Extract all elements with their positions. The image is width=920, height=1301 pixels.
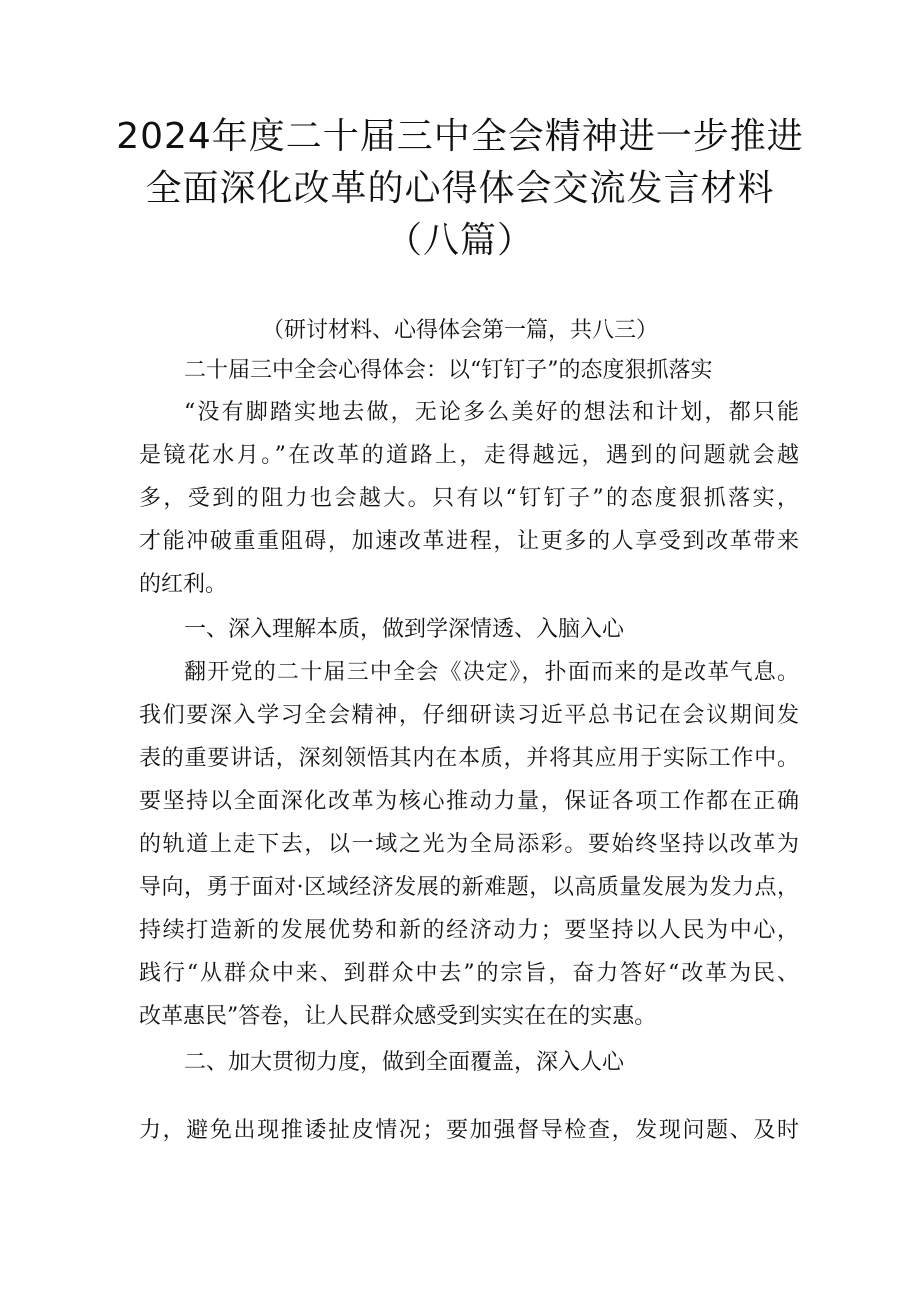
- paragraph-line: 翻开党的二十届三中全会《决定》，扑面而来的是改革气息。: [184, 660, 799, 685]
- document-title-line-1: 2024年度二十届三中全会精神进一步推进: [116, 116, 804, 157]
- section-heading-2: 二、加大贯彻力度，做到全面覆盖，深入人心: [184, 1050, 625, 1075]
- paragraph-line: 是镜花水月。”在改革的道路上，走得越远，遇到的问题就会越: [139, 443, 799, 468]
- document-title-line-3: （八篇）: [385, 220, 534, 261]
- paragraph-line: 践行“从群众中来、到群众中去”的宗旨，奋力答好“改革为民、: [139, 961, 799, 986]
- paragraph-line: 导向，勇于面对·区域经济发展的新难题，以高质量发展为发力点，: [139, 875, 799, 900]
- paragraph-line: 我们要深入学习全会精神，仔细研读习近平总书记在会议期间发: [139, 703, 799, 728]
- paragraph-line: 力，避免出现推诿扯皮情况；要加强督导检查，发现问题、及时: [139, 1118, 799, 1143]
- document-subtitle: （研讨材料、心得体会第一篇，共八三）: [261, 318, 658, 343]
- paragraph-line: 的红利。: [139, 572, 228, 597]
- paragraph-line: “没有脚踏实地去做，无论多么美好的想法和计划，都只能: [184, 400, 799, 425]
- paragraph-line: 持续打造新的发展优势和新的经济动力；要坚持以人民为中心，: [139, 918, 799, 943]
- paragraph-line: 多，受到的阻力也会越大。只有以“钉钉子”的态度狠抓落实，: [139, 486, 799, 511]
- section-heading-1: 一、深入理解本质，做到学深情透、入脑入心: [184, 617, 625, 642]
- paragraph-line: 要坚持以全面深化改革为核心推动力量，保证各项工作都在正确: [139, 789, 799, 814]
- paragraph-line: 才能冲破重重阻碍，加速改革进程，让更多的人享受到改革带来: [139, 529, 799, 554]
- paragraph-line: 的轨道上走下去，以一域之光为全局添彩。要始终坚持以改革为: [139, 832, 799, 857]
- document-title-line-2: 全面深化改革的心得体会交流发言材料: [145, 168, 775, 209]
- article-heading: 二十届三中全会心得体会：以“钉钉子”的态度狠抓落实: [184, 358, 713, 383]
- paragraph-line: 表的重要讲话，深刻领悟其内在本质，并将其应用于实际工作中。: [139, 746, 799, 771]
- paragraph-line: 改革惠民”答卷，让人民群众感受到实实在在的实惠。: [139, 1004, 657, 1029]
